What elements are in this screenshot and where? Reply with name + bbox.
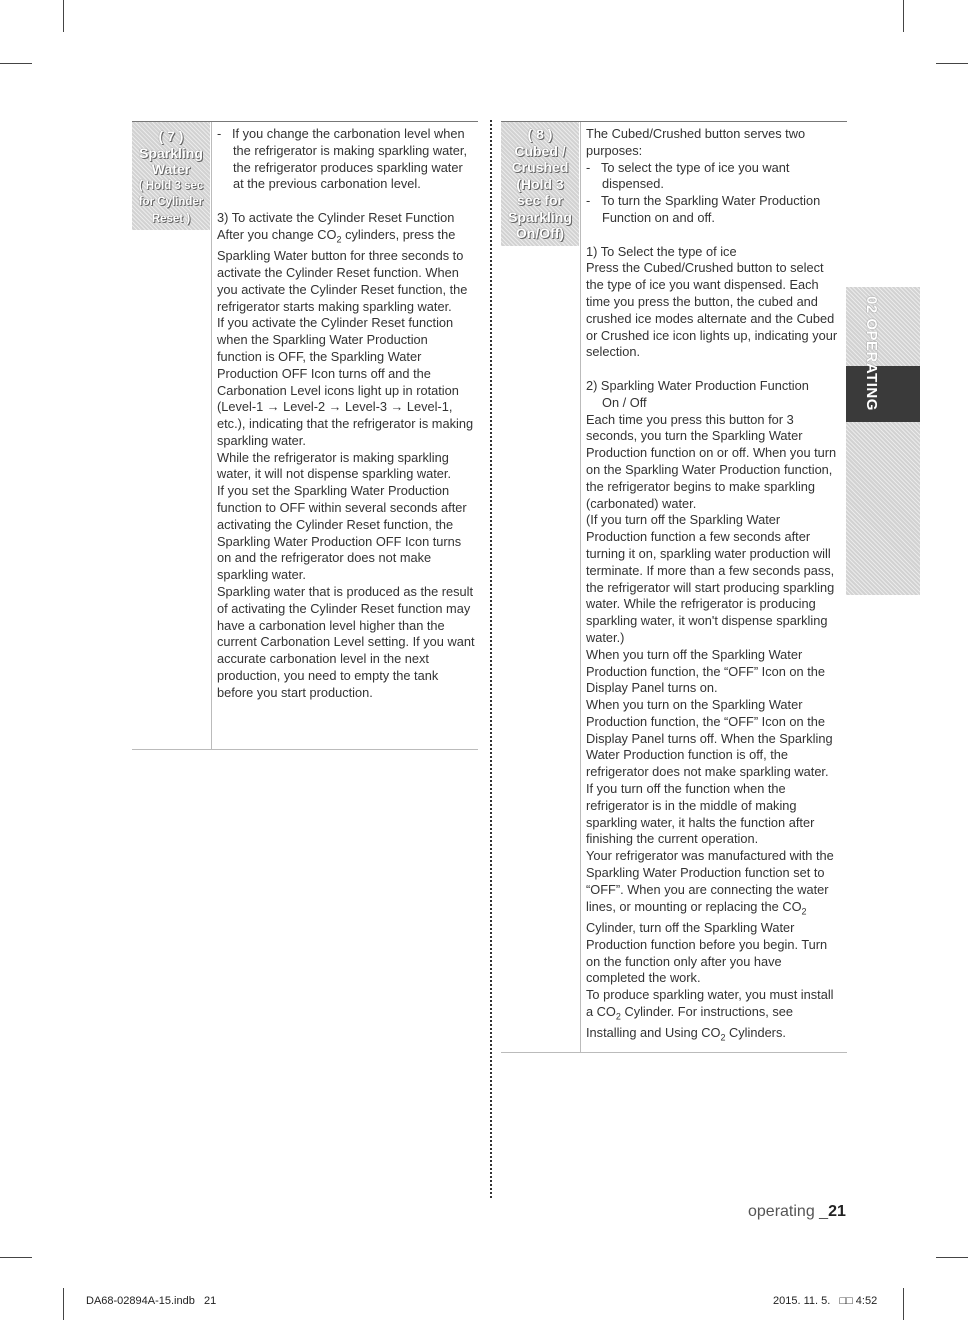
chapter-tab-label: 02 OPERATING	[863, 296, 880, 411]
label-line: Cubed /	[514, 142, 566, 159]
paragraph: (If you turn off the Sparkling Water Production function a few seconds after turning it on, sparkling water production will terminate. If more than a few seconds pass, the refrigerator will start producing sparkling water. While the refrigerator is producing sparkling water, it won't dispense sparkling water.)	[586, 512, 835, 645]
label-line: sec for	[517, 192, 563, 208]
button-label-sparkling-water	[132, 122, 210, 230]
bullet-item: - To turn the Sparkling Water Production Function on and off.	[586, 193, 821, 225]
section-title: On / Off	[602, 394, 647, 410]
section-title: 2) Sparkling Water Production Function	[586, 377, 809, 393]
table-bottom-rule	[501, 1052, 847, 1053]
print-date-info: 2015. 11. 5. □□ 4:52	[773, 1295, 878, 1307]
paragraph: Sparkling water that is produced as the result of activating the Cylinder Reset function may have a carbonation level higher than the current Carbonation Level setting. If you want accurate carbonation level in the next production, you need to empty the tank before you start production.	[217, 584, 475, 700]
crop-mark	[936, 63, 968, 64]
footer-section: operating _	[748, 1203, 829, 1220]
cell-divider	[211, 122, 212, 749]
label-line: for Cylinder	[138, 196, 204, 208]
label-line: Sparkling	[139, 144, 203, 161]
paragraph: Press the Cubed/Crushed button to select the type of ice you want dispensed. Each time you press the button, the cubed and crushed ice modes alternate and the Cubed or Crushed ice icon lights up, indicating your selection.	[586, 260, 838, 360]
page-number: 21	[828, 1203, 846, 1220]
crop-mark	[0, 63, 32, 64]
paragraph: When you turn on the Sparkling Water Production function, the “OFF” Icon on the Display Panel turns off. When the Sparkling Water Production function is off, the refrigerator does not make sparkling water.	[586, 697, 833, 780]
button-label-cubed-crushed	[501, 122, 579, 246]
crop-mark	[0, 1257, 32, 1258]
paragraph: To produce sparkling water, you must install a $CO_2$ Cylinder. For instructions, see Installing and Using $CO_2$ Cylinders.	[586, 987, 834, 1043]
bullet-item: - If you change the carbonation level when the refrigerator is making sparkling water, the refrigerator produces sparkling water at the previous carbonation level.	[217, 126, 467, 192]
label-line: Crushed	[511, 159, 569, 175]
label-line: ( 7 )	[158, 128, 184, 144]
bullet-text: If you change the carbonation level when the refrigerator is making sparkling water, the refrigerator produces sparkling water at the previous carbonation level.	[231, 126, 467, 192]
bullet-item: - To select the type of ice you want dispensed.	[586, 159, 790, 192]
crop-mark	[63, 0, 64, 32]
crop-mark	[903, 1288, 904, 1320]
paragraph: The Cubed/Crushed button serves two purposes:	[586, 126, 806, 158]
left-body	[217, 126, 475, 702]
paragraph: If you turn off the function when the refrigerator is in the middle of making sparkling water, it halts the function after finishing the current operation.	[586, 781, 815, 847]
label-line: Water	[151, 161, 191, 177]
paragraph: After you change $CO_2$ cylinders, press the Sparkling Water button for three seconds to activate the Cylinder Reset function. When you activate the Cylinder Reset function, the refrigerator starts making sparkling water.	[217, 226, 468, 314]
paragraph: If you set the Sparkling Water Production function to OFF within several seconds after activating the Cylinder Reset function, the Sparkling Water Production OFF Icon turns on and the refrigerator does not make sparkling water.	[217, 483, 467, 583]
paragraph: If you activate the Cylinder Reset function when the Sparkling Water Production function is OFF, the Sparkling Water Production OFF Icon turns off and the Carbonation Level icons light up in rotation (Level-1 → Level-2 → Level-3 → Level-1, etc.), indicating that the refrigerator is making sparkling water.	[217, 315, 474, 448]
label-line: ( 8 )	[527, 126, 553, 142]
table-bottom-rule	[132, 749, 478, 750]
label-line: Sparkling	[508, 208, 572, 225]
paragraph: Your refrigerator was manufactured with the Sparkling Water Production function set to “OFF”. When you are connecting the water lines, or mounting or replacing the $CO_2$ Cylinder, turn off the Sparkling Water Production function before you begin. Turn on the function only after you have completed the work.	[586, 848, 834, 986]
print-file-info: DA68-02894A-15.indb 21	[86, 1295, 217, 1307]
cell-divider	[580, 122, 581, 1052]
column-divider	[490, 120, 492, 1198]
label-line: (Hold 3	[516, 175, 564, 192]
section-title: 3) To activate the Cylinder Reset Function	[217, 209, 455, 225]
label-line: Reset )	[151, 212, 191, 225]
label-line: ( Hold 3 sec	[138, 179, 204, 192]
crop-mark	[936, 1257, 968, 1258]
crop-mark	[63, 1288, 64, 1320]
paragraph: While the refrigerator is making sparkling water, it will not dispense sparkling water.	[217, 449, 452, 482]
paragraph: Each time you press this button for 3 seconds, you turn the Sparkling Water Production function on or off. When you turn on the Sparkling Water Production function, the refrigerator begins to make sparkling (carbonated) water.	[586, 411, 837, 511]
section-title: 1) To Select the type of ice	[586, 243, 737, 259]
crop-mark	[903, 0, 904, 32]
right-body	[586, 126, 844, 1047]
paragraph: When you turn off the Sparkling Water Production function, the “OFF” Icon on the Display Panel turns on.	[586, 646, 825, 696]
page-footer	[748, 1203, 846, 1221]
label-line: On/Off)	[515, 225, 565, 241]
